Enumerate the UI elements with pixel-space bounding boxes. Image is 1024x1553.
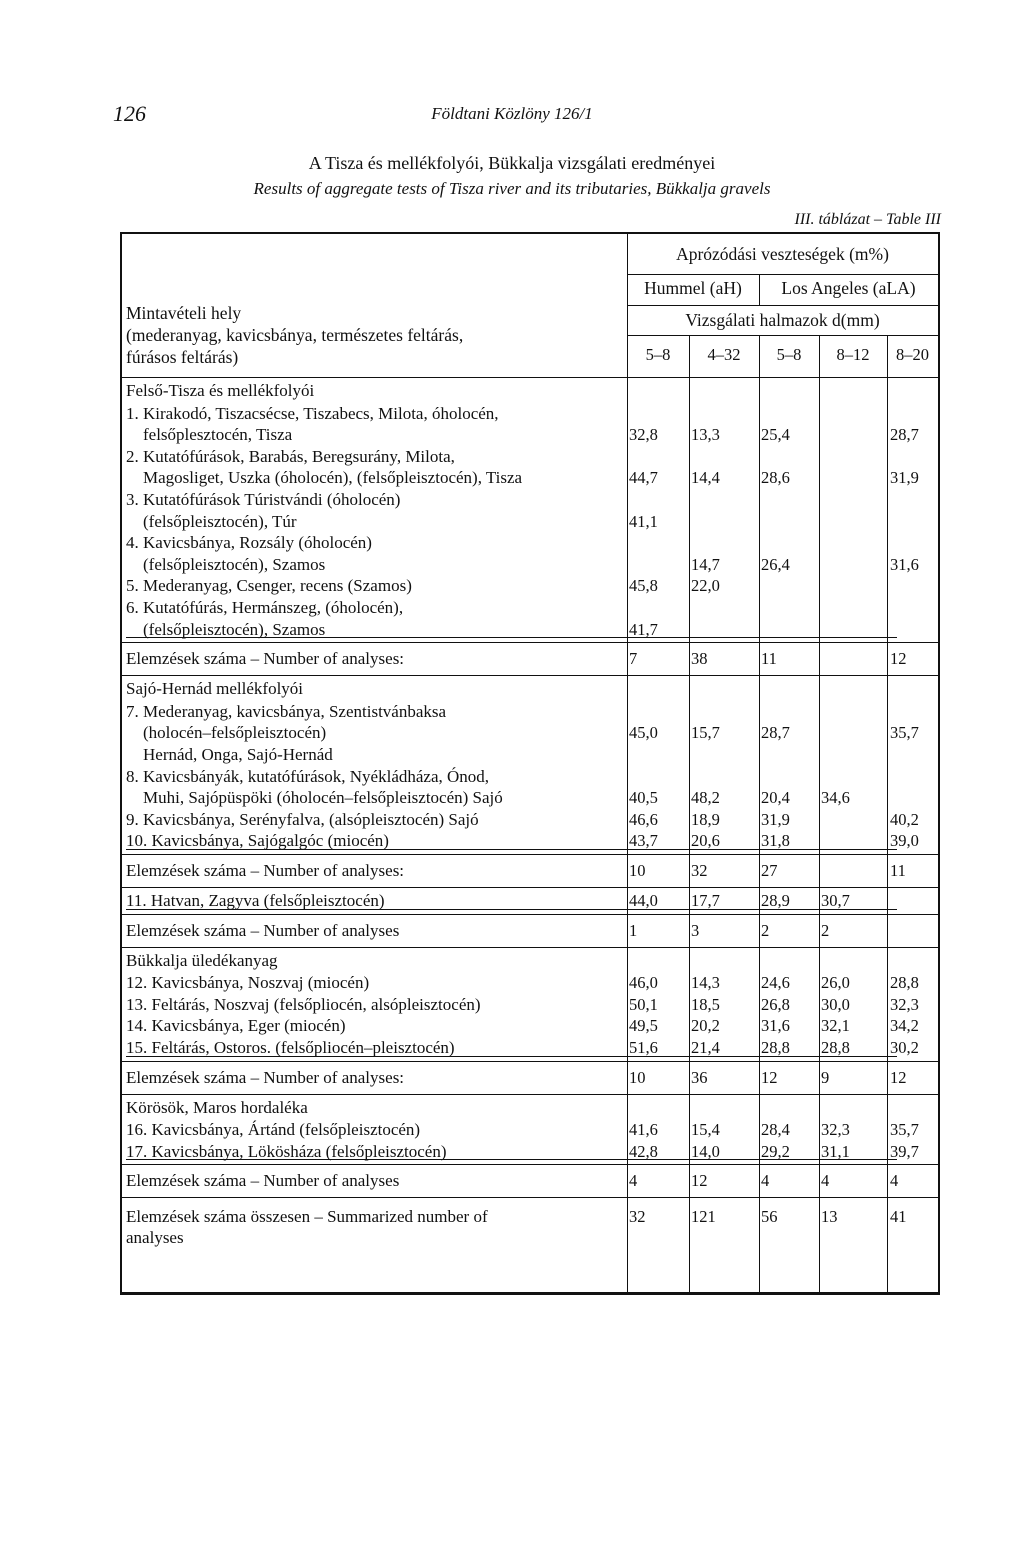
analyses-count: 12 — [691, 1171, 708, 1191]
column-divider — [627, 675, 628, 854]
header-column-divider — [689, 335, 690, 377]
analyses-count: 38 — [691, 649, 708, 669]
column-divider — [819, 1061, 820, 1094]
loss-value: 51,6 — [629, 1038, 658, 1057]
loss-value: 41,7 — [629, 619, 658, 639]
analyses-count-label: Elemzések száma – Number of analyses: — [126, 649, 405, 669]
row-underline — [126, 1056, 897, 1057]
loss-value: 31,9 — [761, 809, 790, 829]
loss-value: 32,1 — [821, 1016, 850, 1036]
column-divider — [819, 1164, 820, 1197]
loss-value: 28,9 — [761, 891, 790, 910]
table-title-hungarian: A Tisza és mellékfolyói, Bükkalja vizsgálati eredményei — [308, 153, 716, 173]
header-column-divider — [819, 335, 820, 377]
column-divider — [689, 377, 690, 642]
column-divider — [819, 1094, 820, 1165]
column-divider — [887, 887, 888, 914]
loss-value: 15,4 — [691, 1120, 720, 1140]
column-divider — [759, 914, 760, 947]
analyses-count: 9 — [821, 1067, 830, 1087]
row-underline — [126, 637, 897, 638]
column-divider — [819, 887, 820, 914]
sample-location: 15. Feltárás, Ostoros. (felsőpliocén–pleisztocén) — [126, 1038, 455, 1057]
table-title-english: Results of aggregate tests of Tisza river and its tributaries, Bükkalja gravels — [253, 179, 771, 198]
section-rule — [122, 1061, 938, 1062]
analyses-count: 4 — [761, 1171, 770, 1191]
losses-heading: Aprózódási veszteségek (m%) — [676, 244, 889, 264]
column-divider — [759, 1094, 760, 1165]
column-divider — [887, 1197, 888, 1292]
column-divider — [627, 1061, 628, 1094]
loss-value: 49,5 — [629, 1016, 658, 1036]
sample-site-heading: Mintavételi hely — [126, 303, 242, 323]
column-divider — [627, 1094, 628, 1165]
loss-value: 14,4 — [691, 468, 720, 488]
total-analyses-label: analyses — [126, 1228, 184, 1248]
loss-value: 34,6 — [821, 788, 850, 808]
loss-value: 46,6 — [629, 809, 658, 829]
column-divider — [689, 675, 690, 854]
sample-location: 10. Kavicsbánya, Sajógalgóc (miocén) — [126, 831, 389, 851]
loss-value: 28,7 — [761, 723, 790, 743]
analyses-count-label: Elemzések száma – Number of analyses: — [126, 861, 405, 880]
loss-value: 18,9 — [691, 809, 720, 829]
analyses-count: 3 — [691, 920, 700, 940]
fraction-label: 8–20 — [896, 345, 929, 364]
header-bottom-rule — [122, 377, 938, 378]
analyses-count: 12 — [761, 1067, 778, 1087]
analyses-count: 12 — [890, 649, 907, 669]
sample-location: 2. Kutatófúrások, Barabás, Beregsurány, Milota, — [126, 446, 455, 466]
loss-value: 31,1 — [821, 1141, 850, 1161]
column-divider — [819, 377, 820, 642]
column-divider — [689, 947, 690, 1061]
column-divider — [627, 1197, 628, 1292]
sample-location: 1. Kirakodó, Tiszacsécse, Tiszabecs, Milota, óholocén, — [126, 403, 499, 423]
analyses-count: 27 — [761, 861, 778, 880]
section-rule — [122, 914, 938, 915]
column-divider — [759, 642, 760, 675]
column-divider — [819, 947, 820, 1061]
loss-value: 31,6 — [761, 1016, 790, 1036]
column-divider — [887, 1061, 888, 1094]
loss-value: 40,2 — [890, 809, 919, 829]
column-divider — [819, 1197, 820, 1292]
column-divider — [689, 1061, 690, 1094]
column-divider — [887, 947, 888, 1061]
analyses-count: 32 — [691, 861, 708, 880]
total-analyses-count: 13 — [821, 1207, 838, 1227]
sample-location: felsőplesztocén, Tisza — [143, 425, 293, 445]
sample-location: 7. Mederanyag, kavicsbánya, Szentistvánbaksa — [126, 701, 447, 721]
loss-value: 31,8 — [761, 831, 790, 851]
section-rule — [122, 887, 938, 888]
header-column-divider — [759, 274, 760, 305]
loss-value: 42,8 — [629, 1141, 658, 1161]
loss-value: 44,7 — [629, 468, 658, 488]
column-divider — [819, 914, 820, 947]
total-analyses-count: 121 — [691, 1207, 716, 1227]
sample-location: Hernád, Onga, Sajó-Hernád — [143, 745, 333, 764]
sample-location: Muhi, Sajópüspöki (óholocén–felsőpleisztocén) Sajó — [143, 788, 503, 808]
sample-location: 17. Kavicsbánya, Lökösháza (felsőpleisztocén) — [126, 1141, 447, 1161]
column-divider — [759, 887, 760, 914]
header-divider — [627, 305, 938, 306]
loss-value: 28,8 — [890, 973, 919, 993]
header-divider — [627, 274, 938, 275]
total-analyses-count: 32 — [629, 1207, 646, 1227]
loss-value: 31,6 — [890, 554, 919, 574]
column-divider — [887, 854, 888, 887]
analyses-count: 12 — [890, 1067, 907, 1087]
loss-value: 13,3 — [691, 425, 720, 445]
sample-location: 6. Kutatófúrás, Hermánszeg, (óholocén), — [126, 598, 404, 617]
column-divider — [887, 377, 888, 642]
total-analyses-count: 41 — [890, 1207, 907, 1227]
loss-value: 14,7 — [691, 554, 720, 574]
column-divider — [759, 675, 760, 854]
analyses-count: 10 — [629, 1067, 646, 1087]
loss-value: 26,4 — [761, 554, 790, 574]
header-divider — [627, 335, 938, 336]
section-title: Felső-Tisza és mellékfolyói — [126, 381, 315, 400]
sample-location: 14. Kavicsbánya, Eger (miocén) — [126, 1016, 346, 1036]
hummel-heading: Hummel (aH) — [644, 278, 742, 298]
total-analyses-count: 56 — [761, 1207, 778, 1227]
loss-value: 48,2 — [691, 788, 720, 808]
section-rule — [122, 675, 938, 676]
sample-location: 12. Kavicsbánya, Noszvaj (miocén) — [126, 973, 370, 993]
column-divider — [819, 675, 820, 854]
loss-value: 35,7 — [890, 723, 919, 743]
section-rule — [122, 947, 938, 948]
column-divider — [819, 854, 820, 887]
los-angeles-heading: Los Angeles (aLA) — [781, 278, 916, 298]
column-divider — [887, 1164, 888, 1197]
sample-location: 16. Kavicsbánya, Ártánd (felsőpleisztocén) — [126, 1120, 421, 1140]
column-divider — [887, 642, 888, 675]
analyses-count: 11 — [761, 649, 777, 669]
section-rule — [122, 642, 938, 643]
sample-location: Magosliget, Uszka (óholocén), (felsőpleisztocén), Tisza — [143, 468, 523, 488]
loss-value: 34,2 — [890, 1016, 919, 1036]
analyses-count: 4 — [890, 1171, 899, 1191]
loss-value: 44,0 — [629, 891, 658, 910]
loss-value: 30,7 — [821, 891, 850, 910]
column-divider — [759, 947, 760, 1061]
loss-value: 15,7 — [691, 723, 720, 743]
sample-location: 5. Mederanyag, Csenger, recens (Szamos) — [126, 576, 412, 596]
column-divider — [627, 914, 628, 947]
column-divider — [759, 1061, 760, 1094]
loss-value: 17,7 — [691, 891, 720, 910]
loss-value: 24,6 — [761, 973, 790, 993]
loss-value: 25,4 — [761, 425, 790, 445]
loss-value: 39,7 — [890, 1141, 919, 1161]
column-divider — [689, 914, 690, 947]
loss-value: 14,0 — [691, 1141, 720, 1161]
loss-value: 32,3 — [890, 994, 919, 1014]
loss-value: 39,0 — [890, 831, 919, 851]
loss-value: 22,0 — [691, 576, 720, 596]
column-divider — [689, 887, 690, 914]
column-divider — [689, 1197, 690, 1292]
analyses-count-label: Elemzések száma – Number of analyses — [126, 1171, 400, 1191]
analyses-count-label: Elemzések száma – Number of analyses: — [126, 1067, 405, 1087]
loss-value: 32,8 — [629, 425, 658, 445]
analyses-count-label: Elemzések száma – Number of analyses — [126, 920, 400, 940]
loss-value: 28,6 — [761, 468, 790, 488]
loss-value: 14,3 — [691, 973, 720, 993]
loss-value: 45,0 — [629, 723, 658, 743]
analyses-count: 2 — [761, 920, 770, 940]
column-divider — [689, 854, 690, 887]
loss-value: 20,6 — [691, 831, 720, 851]
analyses-count: 1 — [629, 920, 638, 940]
sample-site-heading: fúrásos feltárás) — [126, 347, 239, 367]
loss-value: 20,4 — [761, 788, 790, 808]
loss-value: 30,0 — [821, 994, 850, 1014]
analyses-count: 7 — [629, 649, 638, 669]
fraction-label: 4–32 — [707, 345, 741, 364]
analyses-count: 4 — [821, 1171, 830, 1191]
column-divider — [689, 1094, 690, 1165]
sample-location: (felsőpleisztocén), Szamos — [143, 619, 326, 639]
sample-location: 4. Kavicsbánya, Rozsály (óholocén) — [126, 533, 372, 553]
journal-header: Földtani Közlöny 126/1 — [431, 104, 593, 123]
sample-location: (felsőpleisztocén), Szamos — [143, 554, 326, 574]
analyses-count: 10 — [629, 861, 646, 880]
section-title: Körösök, Maros hordaléka — [126, 1097, 308, 1117]
analyses-count: 11 — [890, 861, 906, 880]
loss-value: 26,0 — [821, 973, 850, 993]
sample-location: (holocén–felsőpleisztocén) — [143, 723, 327, 743]
column-divider — [627, 642, 628, 675]
sample-site-heading: (mederanyag, kavicsbánya, természetes feltárás, — [126, 325, 464, 345]
sample-location: 8. Kavicsbányák, kutatófúrások, Nyékládháza, Ónod, — [126, 766, 490, 786]
row-underline — [126, 909, 897, 910]
loss-value: 28,8 — [761, 1038, 790, 1057]
column-divider — [759, 854, 760, 887]
loss-value: 43,7 — [629, 831, 658, 851]
section-rule — [122, 854, 938, 855]
sample-location: 13. Feltárás, Noszvaj (felsőpliocén, alsópleisztocén) — [126, 994, 481, 1014]
loss-value: 41,1 — [629, 511, 658, 531]
loss-value: 28,8 — [821, 1038, 850, 1057]
fraction-label: 5–8 — [645, 345, 671, 364]
sample-location: (felsőpleisztocén), Túr — [143, 511, 297, 531]
loss-value: 50,1 — [629, 994, 658, 1014]
column-divider — [759, 1197, 760, 1292]
loss-value: 20,2 — [691, 1016, 720, 1036]
fraction-label: 5–8 — [776, 345, 802, 364]
analyses-count: 2 — [821, 920, 830, 940]
sample-location: 11. Hatvan, Zagyva (felsőpleisztocén) — [126, 891, 385, 910]
loss-value: 26,8 — [761, 994, 790, 1014]
column-divider — [759, 377, 760, 642]
row-underline — [126, 849, 897, 850]
column-divider — [627, 377, 628, 642]
header-column-divider — [887, 335, 888, 377]
loss-value: 21,4 — [691, 1038, 720, 1057]
loss-value: 41,6 — [629, 1120, 658, 1140]
row-underline — [126, 1159, 897, 1160]
column-divider — [887, 675, 888, 854]
section-title: Bükkalja üledékanyag — [126, 950, 278, 970]
fraction-label: 8–12 — [836, 345, 870, 364]
loss-value: 32,3 — [821, 1120, 850, 1140]
loss-value: 35,7 — [890, 1120, 919, 1140]
section-rule — [122, 1164, 938, 1165]
loss-value: 28,4 — [761, 1120, 790, 1140]
fractions-heading: Vizsgálati halmazok d(mm) — [685, 310, 880, 330]
analyses-count: 36 — [691, 1067, 708, 1087]
column-divider — [689, 642, 690, 675]
column-divider — [627, 947, 628, 1061]
column-divider — [759, 1164, 760, 1197]
loss-value: 45,8 — [629, 576, 658, 596]
total-analyses-label: Elemzések száma összesen – Summarized number of — [126, 1207, 488, 1227]
loss-value: 40,5 — [629, 788, 658, 808]
column-divider — [627, 854, 628, 887]
section-title: Sajó-Hernád mellékfolyói — [126, 679, 304, 699]
column-divider — [689, 1164, 690, 1197]
loss-value: 46,0 — [629, 973, 658, 993]
column-divider — [627, 887, 628, 914]
loss-value: 28,7 — [890, 425, 919, 445]
page-number: 126 — [113, 101, 146, 126]
loss-value: 18,5 — [691, 994, 720, 1014]
column-divider — [887, 914, 888, 947]
loss-value: 29,2 — [761, 1141, 790, 1161]
results-table — [120, 232, 940, 1295]
loss-value: 30,2 — [890, 1038, 919, 1057]
section-rule — [122, 1094, 938, 1095]
header-column-divider — [759, 335, 760, 377]
column-divider — [887, 1094, 888, 1165]
sample-location: 9. Kavicsbánya, Serényfalva, (alsópleisztocén) Sajó — [126, 809, 479, 829]
sample-location: 3. Kutatófúrások Túristvándi (óholocén) — [126, 490, 401, 509]
table-number-label: III. táblázat – Table III — [794, 211, 941, 228]
loss-value: 31,9 — [890, 468, 919, 488]
column-divider — [627, 1164, 628, 1197]
column-divider — [819, 642, 820, 675]
analyses-count: 4 — [629, 1171, 638, 1191]
section-rule — [122, 1197, 938, 1198]
